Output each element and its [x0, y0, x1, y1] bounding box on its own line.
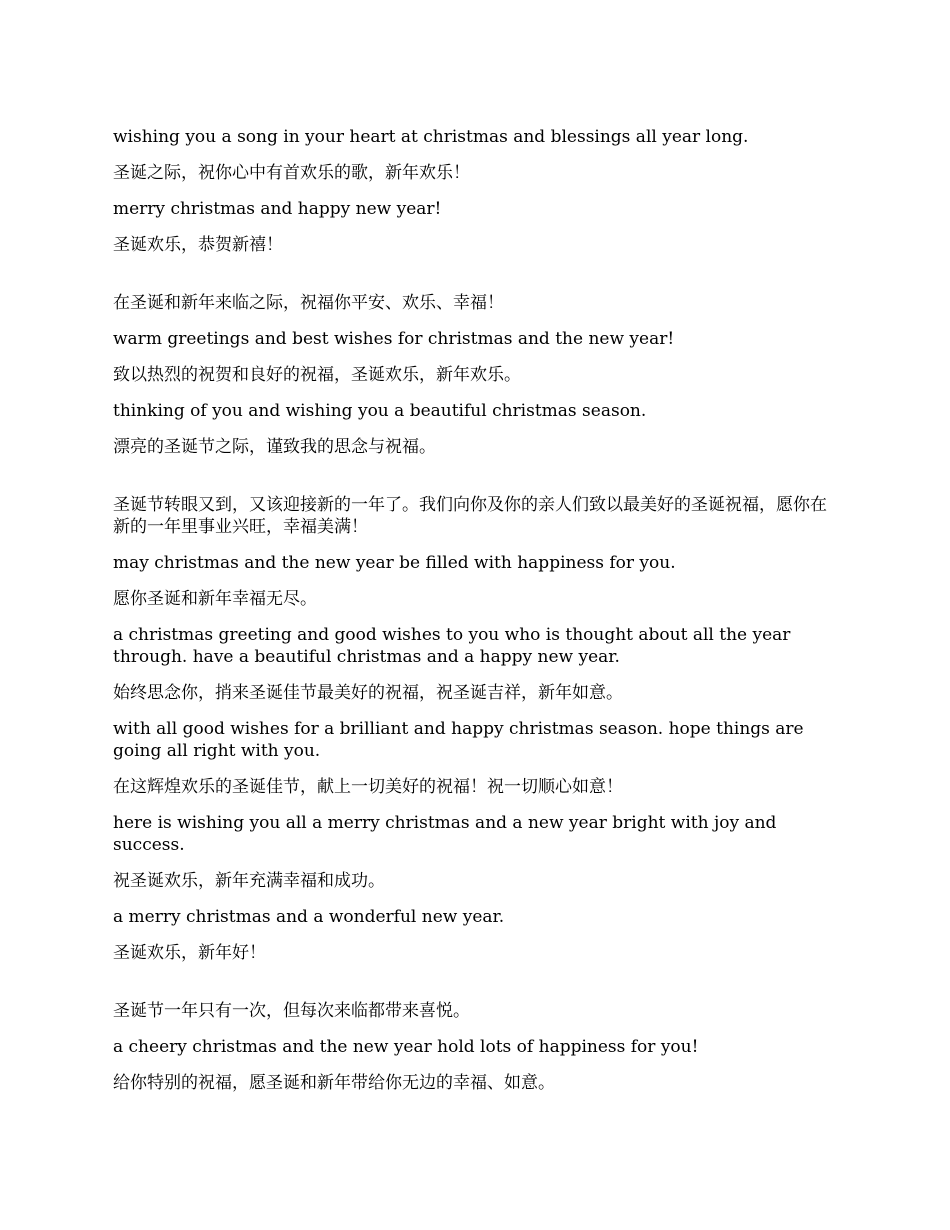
- paragraph: a cheery christmas and the new year hold lots of happiness for you!: [113, 1037, 699, 1057]
- paragraph: 给你特别的祝福，愿圣诞和新年带给你无边的幸福、如意。: [113, 1073, 555, 1093]
- paragraph: 祝圣诞欢乐，新年充满幸福和成功。: [113, 871, 385, 891]
- paragraph: 圣诞欢乐，恭贺新禧！: [113, 235, 283, 255]
- paragraph: a christmas greeting and good wishes to you who is thought about all the year through. have a beautiful christmas and a happy new year.: [113, 625, 791, 667]
- paragraph: wishing you a song in your heart at christmas and blessings all year long.: [113, 127, 749, 147]
- paragraph: 圣诞欢乐，新年好！: [113, 943, 266, 963]
- paragraph: thinking of you and wishing you a beautiful christmas season.: [113, 401, 647, 421]
- paragraph: 愿你圣诞和新年幸福无尽。: [113, 589, 317, 609]
- paragraph: warm greetings and best wishes for christmas and the new year!: [113, 329, 675, 349]
- paragraph: 在圣诞和新年来临之际，祝福你平安、欢乐、幸福！: [113, 293, 504, 313]
- paragraph: 漂亮的圣诞节之际，谨致我的思念与祝福。: [113, 437, 436, 457]
- paragraph: 圣诞节一年只有一次，但每次来临都带来喜悦。: [113, 1001, 470, 1021]
- paragraph: 致以热烈的祝贺和良好的祝福，圣诞欢乐，新年欢乐。: [113, 365, 521, 385]
- paragraph: 圣诞节转眼又到，又该迎接新的一年了。我们向你及你的亲人们致以最美好的圣诞祝福，愿你在新的一年里事业兴旺，幸福美满！: [113, 495, 827, 537]
- paragraph: here is wishing you all a merry christmas and a new year bright with joy and success.: [113, 813, 777, 855]
- paragraph: with all good wishes for a brilliant and happy christmas season. hope things are going all right with you.: [113, 719, 804, 761]
- paragraph: may christmas and the new year be filled with happiness for you.: [113, 553, 676, 573]
- paragraph: 圣诞之际，祝你心中有首欢乐的歌，新年欢乐！: [113, 163, 470, 183]
- paragraph: 在这辉煌欢乐的圣诞佳节，献上一切美好的祝福！祝一切顺心如意！: [113, 777, 623, 797]
- document-page: [113, 126, 843, 1108]
- paragraph: a merry christmas and a wonderful new year.: [113, 907, 505, 927]
- paragraph: merry christmas and happy new year!: [113, 199, 442, 219]
- paragraph: 始终思念你，捎来圣诞佳节最美好的祝福，祝圣诞吉祥，新年如意。: [113, 683, 623, 703]
